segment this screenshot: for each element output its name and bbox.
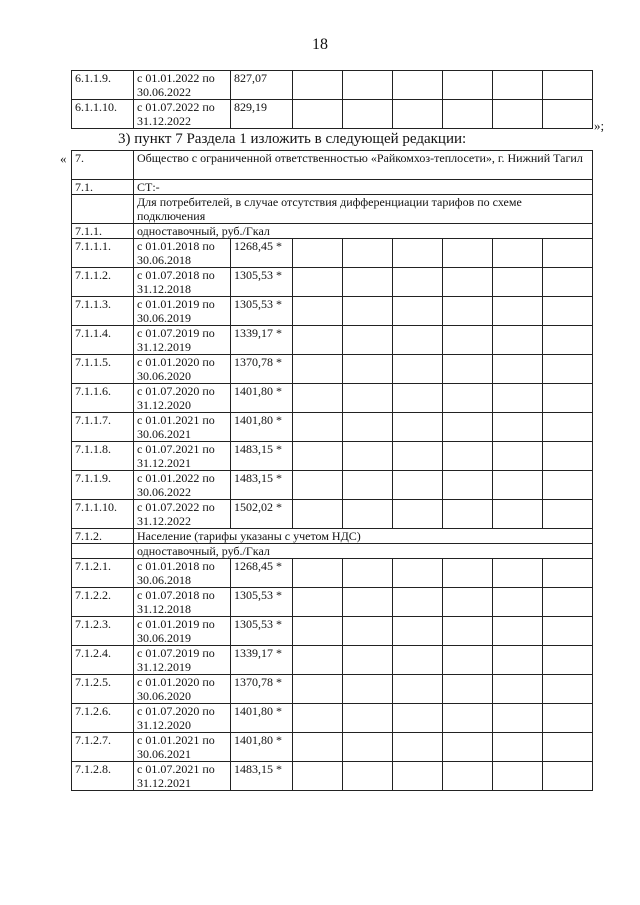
empty-cell: [443, 297, 493, 326]
empty-cell: [293, 442, 343, 471]
empty-cell: [543, 71, 593, 100]
empty-cell: [443, 71, 493, 100]
empty-cell: [443, 100, 493, 129]
empty-cell: [393, 646, 443, 675]
row-code: 7.1.2.5.: [72, 675, 134, 704]
empty-cell: [293, 71, 343, 100]
row-tariff-value: 1305,53 *: [231, 297, 293, 326]
empty-cell: [493, 413, 543, 442]
table-row: [72, 355, 593, 384]
row-code: 7.1.1.7.: [72, 413, 134, 442]
table-row: [72, 413, 593, 442]
table-row: [72, 442, 593, 471]
empty-cell: [293, 733, 343, 762]
row-tariff-value: 1483,15 *: [231, 471, 293, 500]
empty-cell: [393, 675, 443, 704]
table-row: [72, 297, 593, 326]
empty-cell: [493, 675, 543, 704]
closing-quote: »;: [594, 118, 605, 133]
empty-cell: [343, 268, 393, 297]
row-period: с 01.01.2021 по 30.06.2021: [134, 733, 231, 762]
empty-cell: [493, 733, 543, 762]
row-code: 6.1.1.10.: [72, 100, 134, 129]
empty-cell: [543, 617, 593, 646]
row-tariff-value: 1483,15 *: [231, 762, 293, 791]
empty-cell: [393, 500, 443, 529]
row-tariff-value: 827,07: [231, 71, 293, 100]
row-period: с 01.01.2018 по 30.06.2018: [134, 239, 231, 268]
row-period: с 01.01.2019 по 30.06.2019: [134, 617, 231, 646]
empty-cell: [543, 442, 593, 471]
empty-cell: [493, 588, 543, 617]
row-tariff-value: 1401,80 *: [231, 733, 293, 762]
row-period: с 01.07.2019 по 31.12.2019: [134, 326, 231, 355]
empty-cell: [443, 675, 493, 704]
empty-cell: [443, 239, 493, 268]
empty-cell: [293, 355, 343, 384]
empty-cell: [343, 500, 393, 529]
empty-cell: [393, 762, 443, 791]
row-code: 7.1.1.10.: [72, 500, 134, 529]
row-period: с 01.01.2021 по 30.06.2021: [134, 413, 231, 442]
empty-cell: [343, 617, 393, 646]
empty-cell: [393, 413, 443, 442]
empty-cell: [443, 733, 493, 762]
empty-cell: [343, 646, 393, 675]
empty-cell: [293, 646, 343, 675]
empty-cell: [493, 559, 543, 588]
row-code: 7.1.2.8.: [72, 762, 134, 791]
table-row: [72, 471, 593, 500]
empty-cell: [443, 471, 493, 500]
empty-cell: [293, 704, 343, 733]
table-row: [72, 500, 593, 529]
subsection-label: СТ:-: [134, 180, 593, 195]
row-period: с 01.07.2022 по 31.12.2022: [134, 100, 231, 129]
empty-cell: [443, 384, 493, 413]
table-row: [72, 384, 593, 413]
empty-cell: [343, 733, 393, 762]
empty-cell: [443, 413, 493, 442]
row-code: 7.1.2.2.: [72, 588, 134, 617]
empty-cell: [343, 675, 393, 704]
population-single-rate-label: одноставочный, руб./Гкал: [134, 544, 593, 559]
row-tariff-value: 1305,53 *: [231, 617, 293, 646]
top-tariff-table: [71, 70, 593, 129]
row-period: с 01.01.2019 по 30.06.2019: [134, 297, 231, 326]
row-code: 7.1.2.7.: [72, 733, 134, 762]
empty-cell: [343, 239, 393, 268]
empty-cell: [393, 442, 443, 471]
empty-cell: [393, 617, 443, 646]
empty-cell: [543, 413, 593, 442]
row-tariff-value: 1401,80 *: [231, 384, 293, 413]
row-tariff-value: 1268,45 *: [231, 239, 293, 268]
table-row: [72, 588, 593, 617]
empty-cell: [443, 617, 493, 646]
row-period: с 01.07.2021 по 31.12.2021: [134, 442, 231, 471]
section-7-tariff-table: [71, 150, 593, 791]
empty-cell: [293, 100, 343, 129]
empty-cell: [443, 442, 493, 471]
subsection-code: 7.1.: [72, 180, 134, 195]
empty-cell: [293, 500, 343, 529]
table-row: [72, 704, 593, 733]
row-period: с 01.07.2021 по 31.12.2021: [134, 762, 231, 791]
empty-cell: [343, 297, 393, 326]
empty-cell: [393, 559, 443, 588]
empty-cell: [543, 588, 593, 617]
empty-cell: [343, 100, 393, 129]
empty-cell: [543, 762, 593, 791]
empty-cell: [443, 559, 493, 588]
empty-cell: [443, 704, 493, 733]
table-row: [72, 646, 593, 675]
empty-cell: [493, 704, 543, 733]
row-code: 7.1.1.9.: [72, 471, 134, 500]
empty-cell: [493, 471, 543, 500]
row-tariff-value: 1502,02 *: [231, 500, 293, 529]
empty-cell: [443, 268, 493, 297]
row-period: с 01.07.2018 по 31.12.2018: [134, 588, 231, 617]
row-period: с 01.01.2020 по 30.06.2020: [134, 355, 231, 384]
single-rate-label: одноставочный, руб./Гкал: [134, 224, 593, 239]
row-code: 7.1.1.2.: [72, 268, 134, 297]
organization-name: Общество с ограниченной ответственностью «Райкомхоз-теплосети», г. Нижний Тагил: [134, 151, 593, 180]
empty-cell: [393, 704, 443, 733]
empty-cell: [493, 71, 543, 100]
empty-cell: [543, 704, 593, 733]
row-tariff-value: 1483,15 *: [231, 442, 293, 471]
empty-cell: [293, 588, 343, 617]
population-label: Население (тарифы указаны с учетом НДС): [134, 529, 593, 544]
empty-cell: [343, 413, 393, 442]
empty-cell: [393, 268, 443, 297]
table-row: [72, 617, 593, 646]
empty-cell: [493, 355, 543, 384]
row-period: с 01.07.2019 по 31.12.2019: [134, 646, 231, 675]
row-tariff-value: 1401,80 *: [231, 413, 293, 442]
empty-cell: [343, 471, 393, 500]
empty-cell: [393, 588, 443, 617]
page-number: 18: [312, 36, 328, 53]
empty-cell: [543, 675, 593, 704]
empty-cell: [493, 100, 543, 129]
empty-cell: [543, 326, 593, 355]
row-code: 7.1.1.5.: [72, 355, 134, 384]
empty-cell: [493, 326, 543, 355]
empty-cell: [393, 239, 443, 268]
row-code: 6.1.1.9.: [72, 71, 134, 100]
empty-cell: [493, 239, 543, 268]
empty-cell: [443, 588, 493, 617]
row-code: 7.1.2.1.: [72, 559, 134, 588]
table-row: [72, 675, 593, 704]
opening-quote: «: [60, 151, 67, 166]
consumers-label: Для потребителей, в случае отсутствия дифференциации тарифов по схеме подключения: [134, 195, 593, 224]
empty-cell: [343, 384, 393, 413]
empty-cell: [293, 471, 343, 500]
empty-cell: [443, 762, 493, 791]
empty-cell: [293, 297, 343, 326]
table-row: [72, 326, 593, 355]
empty-cell: [393, 471, 443, 500]
empty-cell: [343, 442, 393, 471]
empty-cell: [543, 384, 593, 413]
empty-cell: [343, 326, 393, 355]
row-code: 7.1.2.3.: [72, 617, 134, 646]
row-period: с 01.07.2020 по 31.12.2020: [134, 704, 231, 733]
row-code: 7.1.2.6.: [72, 704, 134, 733]
empty-cell: [393, 297, 443, 326]
empty-cell: [493, 384, 543, 413]
table-row: [72, 71, 593, 100]
empty-cell: [543, 471, 593, 500]
empty-cell: [543, 355, 593, 384]
empty-cell: [293, 384, 343, 413]
row-tariff-value: 1305,53 *: [231, 268, 293, 297]
empty-cell: [543, 239, 593, 268]
single-rate-code: 7.1.1.: [72, 224, 134, 239]
empty-cell: [493, 268, 543, 297]
row-period: с 01.07.2020 по 31.12.2020: [134, 384, 231, 413]
table-row: [72, 762, 593, 791]
empty-cell: [293, 559, 343, 588]
empty-cell: [493, 500, 543, 529]
empty-cell: [393, 384, 443, 413]
empty-cell: [293, 617, 343, 646]
empty-cell: [543, 500, 593, 529]
empty-cell: [543, 297, 593, 326]
row-code: 7.1.1.8.: [72, 442, 134, 471]
blank-cell: [72, 544, 134, 559]
row-period: с 01.07.2018 по 31.12.2018: [134, 268, 231, 297]
row-code: 7.1.1.1.: [72, 239, 134, 268]
row-period: с 01.07.2022 по 31.12.2022: [134, 500, 231, 529]
empty-cell: [393, 355, 443, 384]
empty-cell: [343, 762, 393, 791]
table-row: [72, 268, 593, 297]
table-row: [72, 559, 593, 588]
empty-cell: [543, 733, 593, 762]
row-tariff-value: 1370,78 *: [231, 355, 293, 384]
empty-cell: [543, 100, 593, 129]
row-tariff-value: 1401,80 *: [231, 704, 293, 733]
empty-cell: [393, 100, 443, 129]
empty-cell: [343, 588, 393, 617]
empty-cell: [293, 413, 343, 442]
empty-cell: [343, 704, 393, 733]
table-row: [72, 100, 593, 129]
empty-cell: [443, 646, 493, 675]
empty-cell: [543, 268, 593, 297]
row-tariff-value: 1339,17 *: [231, 326, 293, 355]
empty-cell: [493, 442, 543, 471]
empty-cell: [293, 239, 343, 268]
empty-cell: [543, 559, 593, 588]
row-code: 7.1.1.4.: [72, 326, 134, 355]
amendment-instruction: 3) пункт 7 Раздела 1 изложить в следующей редакции:: [118, 131, 467, 147]
empty-cell: [393, 71, 443, 100]
empty-cell: [443, 355, 493, 384]
empty-cell: [393, 326, 443, 355]
empty-cell: [293, 268, 343, 297]
row-period: с 01.01.2020 по 30.06.2020: [134, 675, 231, 704]
empty-cell: [493, 762, 543, 791]
empty-cell: [493, 297, 543, 326]
blank-cell: [72, 195, 134, 224]
empty-cell: [493, 646, 543, 675]
empty-cell: [493, 617, 543, 646]
section-code: 7.: [72, 151, 134, 180]
empty-cell: [293, 675, 343, 704]
table-row: [72, 239, 593, 268]
row-tariff-value: 1268,45 *: [231, 559, 293, 588]
row-tariff-value: 1305,53 *: [231, 588, 293, 617]
table-row: [72, 733, 593, 762]
empty-cell: [443, 500, 493, 529]
row-tariff-value: 1370,78 *: [231, 675, 293, 704]
row-tariff-value: 1339,17 *: [231, 646, 293, 675]
row-period: с 01.01.2018 по 30.06.2018: [134, 559, 231, 588]
population-code: 7.1.2.: [72, 529, 134, 544]
empty-cell: [293, 762, 343, 791]
row-code: 7.1.1.3.: [72, 297, 134, 326]
row-period: с 01.01.2022 по 30.06.2022: [134, 71, 231, 100]
row-code: 7.1.2.4.: [72, 646, 134, 675]
empty-cell: [443, 326, 493, 355]
empty-cell: [293, 326, 343, 355]
row-tariff-value: 829,19: [231, 100, 293, 129]
row-code: 7.1.1.6.: [72, 384, 134, 413]
empty-cell: [393, 733, 443, 762]
empty-cell: [343, 355, 393, 384]
empty-cell: [543, 646, 593, 675]
empty-cell: [343, 71, 393, 100]
row-period: с 01.01.2022 по 30.06.2022: [134, 471, 231, 500]
empty-cell: [343, 559, 393, 588]
